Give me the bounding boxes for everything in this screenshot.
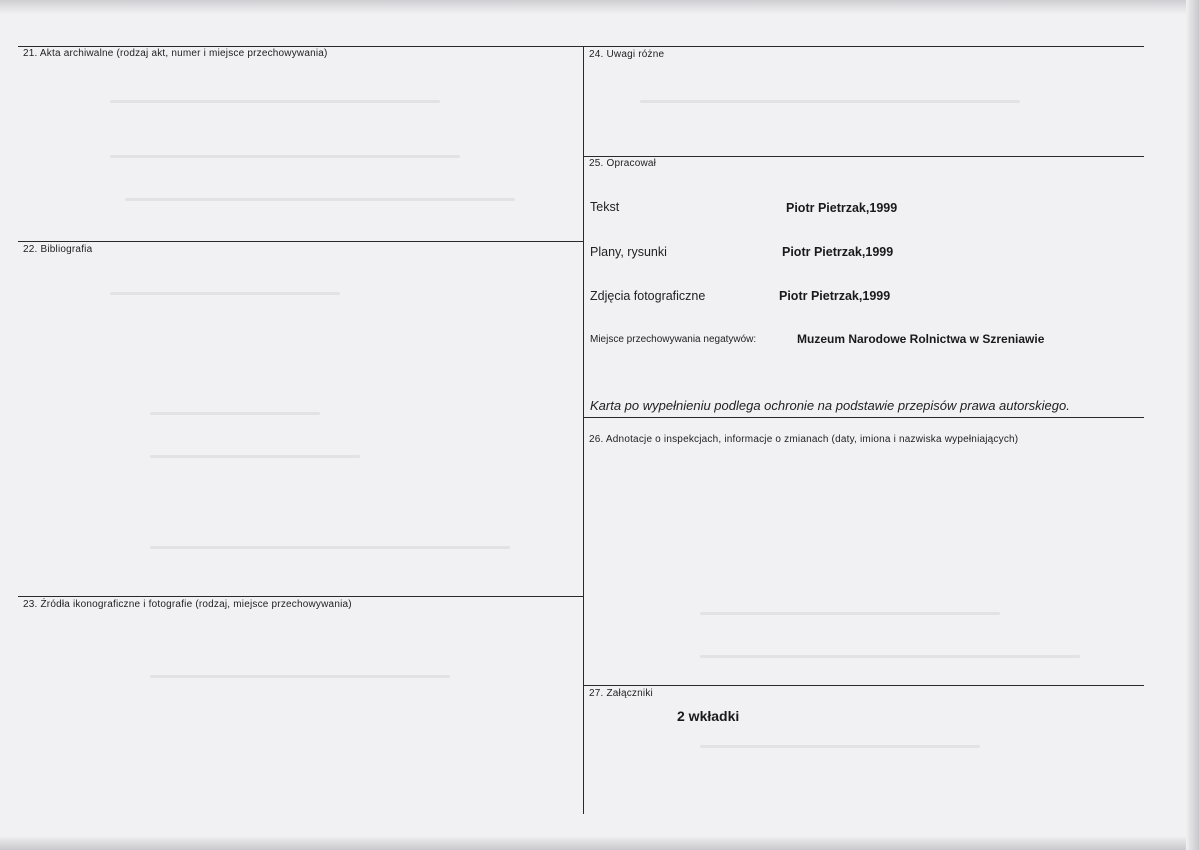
text-author-label: Tekst bbox=[590, 200, 620, 214]
copyright-notice: Karta po wypełnieniu podlega ochronie na podstawie przepisów prawa autorskiego. bbox=[590, 398, 1070, 413]
section-21-label: 21. Akta archiwalne (rodzaj akt, numer i miejsce przechowywania) bbox=[23, 48, 328, 59]
divider-22 bbox=[18, 241, 584, 242]
section-22-label: 22. Bibliografia bbox=[23, 244, 93, 255]
divider-27 bbox=[583, 685, 1144, 686]
section-23-label: 23. Źródła ikonograficzne i fotografie (rodzaj, miejsce przechowywania) bbox=[23, 599, 352, 610]
section-26-label: 26. Adnotacje o inspekcjach, informacje o zmianach (daty, imiona i nazwiska wypełniających) bbox=[589, 434, 1019, 445]
scan-shadow-bottom bbox=[0, 836, 1199, 850]
divider-23 bbox=[18, 596, 584, 597]
divider-26 bbox=[583, 417, 1144, 418]
plans-author-value: Piotr Pietrzak,1999 bbox=[782, 245, 894, 259]
scan-shadow-top bbox=[0, 0, 1199, 14]
attachments-value: 2 wkładki bbox=[677, 708, 740, 724]
plans-author-label: Plany, rysunki bbox=[590, 245, 667, 259]
section-24-label: 24. Uwagi różne bbox=[589, 49, 665, 60]
photos-author-value: Piotr Pietrzak,1999 bbox=[779, 289, 891, 303]
scan-shadow-right bbox=[1186, 0, 1199, 850]
negatives-location-value: Muzeum Narodowe Rolnictwa w Szreniawie bbox=[797, 332, 1045, 346]
text-author-value: Piotr Pietrzak,1999 bbox=[786, 201, 898, 215]
top-border-line bbox=[18, 46, 1144, 47]
divider-25 bbox=[583, 156, 1144, 157]
negatives-location-label: Miejsce przechowywania negatywów: bbox=[590, 334, 757, 345]
section-25-label: 25. Opracował bbox=[589, 158, 657, 169]
photos-author-label: Zdjęcia fotograficzne bbox=[590, 289, 706, 303]
section-27-label: 27. Załączniki bbox=[589, 688, 653, 699]
column-divider bbox=[583, 46, 584, 814]
